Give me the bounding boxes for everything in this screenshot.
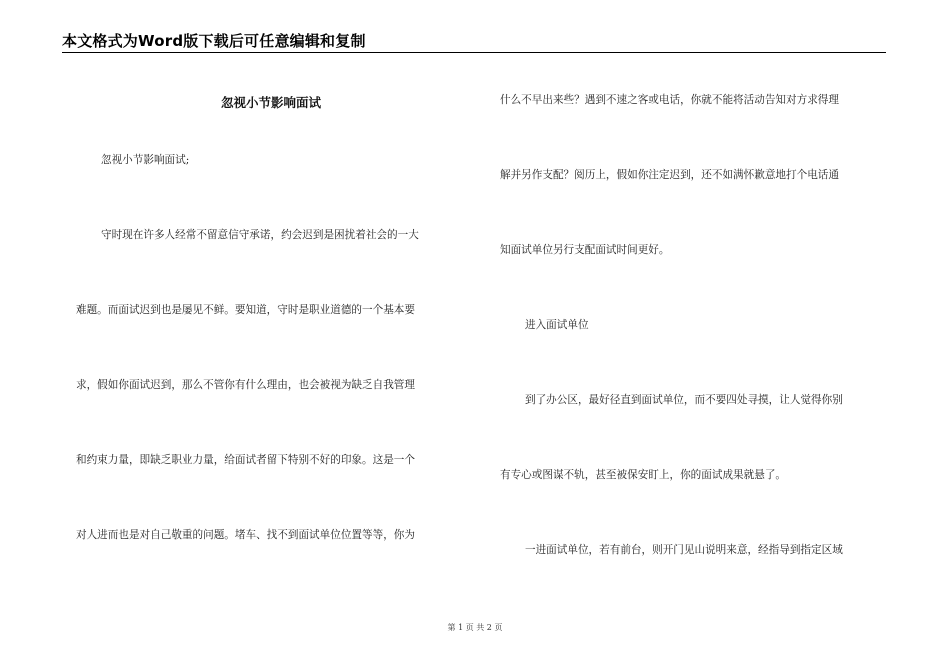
- left-line-6: 对人进而也是对自己敬重的问题。堵车、找不到面试单位位置等等，你为: [76, 529, 415, 541]
- right-line-7: 一进面试单位，若有前台，则开门见山说明来意，经指导到指定区域: [525, 544, 843, 556]
- right-line-5: 到了办公区，最好径直到面试单位，而不要四处寻摸，让人觉得你别: [525, 394, 843, 406]
- download-banner: 本文格式为Word版下载后可任意编辑和复制: [62, 32, 366, 50]
- left-line-4: 求，假如你面试迟到，那么不管你有什么理由，也会被视为缺乏自我管理: [76, 379, 415, 391]
- banner-divider: [62, 52, 886, 53]
- left-line-1: 忽视小节影响面试;: [101, 154, 190, 166]
- left-line-5: 和约束力量，即缺乏职业力量，给面试者留下特别不好的印象。这是一个: [76, 454, 415, 466]
- section-heading-enter-unit: 进入面试单位: [525, 319, 589, 331]
- left-line-2: 守时现在许多人经常不留意信守承诺，约会迟到是困扰着社会的一大: [101, 229, 419, 241]
- right-line-3: 知面试单位另行支配面试时间更好。: [500, 244, 670, 256]
- right-line-6: 有专心或图谋不轨，甚至被保安盯上，你的面试成果就悬了。: [500, 469, 787, 481]
- right-line-2: 解并另作支配？阅历上，假如你注定迟到，还不如满怀歉意地打个电话通: [500, 169, 839, 181]
- right-line-1: 什么不早出来些？遇到不速之客或电话，你就不能将活动告知对方求得理: [500, 94, 839, 106]
- document-title: 忽视小节影响面试: [220, 95, 321, 110]
- left-line-3: 难题。而面试迟到也是屡见不鲜。要知道，守时是职业道德的一个基本要: [76, 304, 415, 316]
- page-number-footer: 第 1 页 共 2 页: [447, 623, 503, 632]
